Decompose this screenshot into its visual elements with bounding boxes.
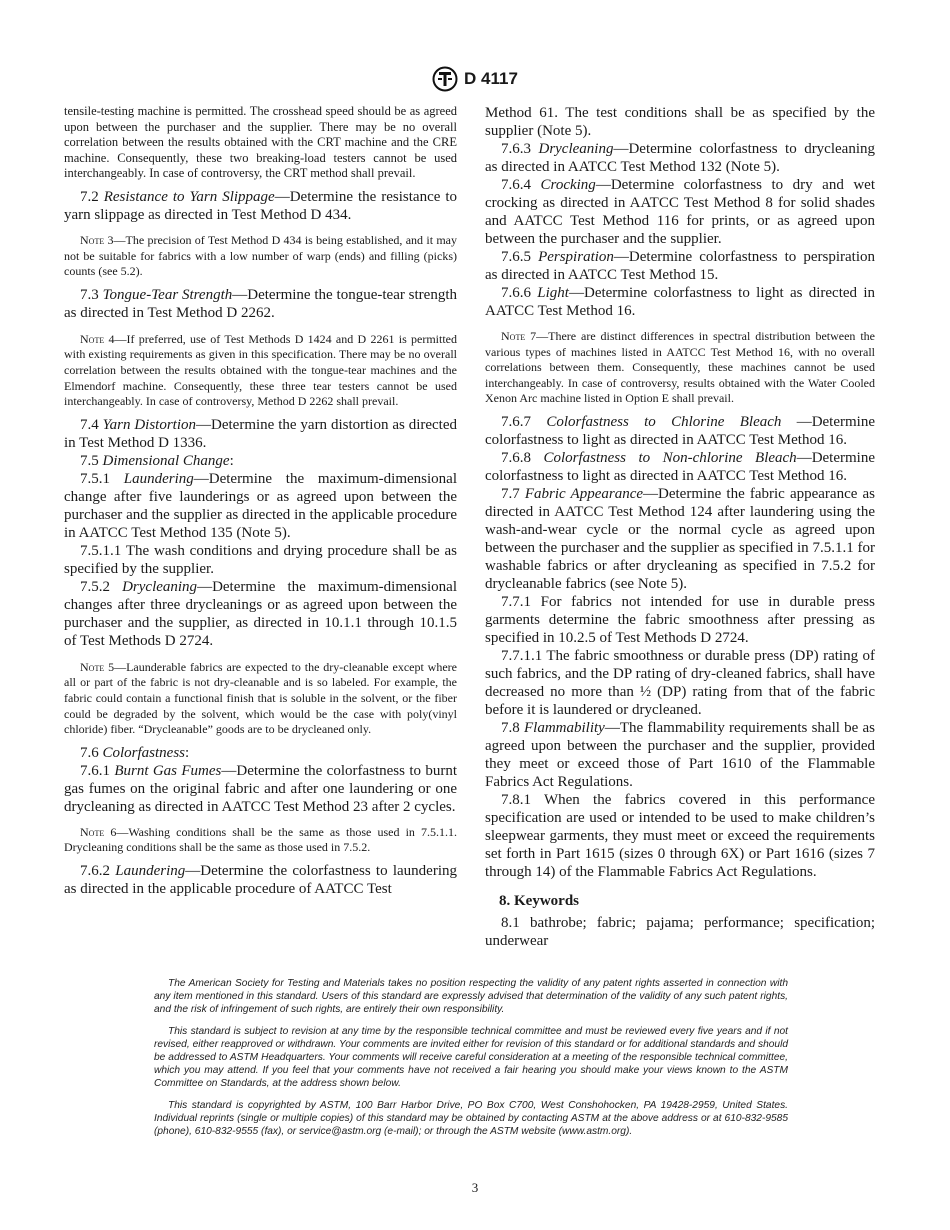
note-7: Note 7—There are distinct differences in spectral distribution between the various types of machines listed in AATCC Test Method 16, with no overall correlations between them. Consequently, these machines cannot be used interchangeably. In case of controversy, results obtained with the Water Cooled Xenon Arc machine listed in Option E shall prevail. xyxy=(485,329,875,406)
section-7-5-1-1: 7.5.1.1 The wash conditions and drying procedure shall be as specified by the supplier. xyxy=(64,542,457,577)
footer-notice xyxy=(154,977,788,1147)
keywords-heading: 8. Keywords xyxy=(499,892,579,909)
note-6: Note 6—Washing conditions shall be the same as those used in 7.5.1.1. Drycleaning conditions shall be the same as those used in 7.5.2. xyxy=(64,824,457,855)
section-7-8: 7.8 Flammability—The flammability requirements shall be as agreed upon between the purchaser and the supplier, provided they meet or exceed those of Part 1610 of the Flammable Fabrics Act Regulations. xyxy=(485,719,876,790)
section-7-6-1: 7.6.1 Burnt Gas Fumes—Determine the colorfastness to burnt gas fumes on the original fabric and after one laundering or one drycleaning as directed in AATCC Test Method 23 after 2 cycles. xyxy=(64,762,457,815)
note-4: Note 4—If preferred, use of Test Methods D 1424 and D 2261 is permitted with existing requirements as given in this specification. There may be no overall correlation between the results obtained with the tongue-tear machines and the Elmendorf machine. Consequently, these three tear testers cannot be used interchangeably. In case of controversy, Method D 2262 shall prevail. xyxy=(64,331,457,409)
section-7-6-6: 7.6.6 Light—Determine colorfastness to light as directed in AATCC Test Method 16. xyxy=(485,285,876,319)
footer-revision-notice: This standard is subject to revision at any time by the responsible technical committee and must be reviewed every five years and if not revised, either reapproved or withdrawn. Your comments are invited either for revision of this standard or for additional standards and should be addressed to ASTM Headquarters. Your comments will receive careful consideration at a meeting of the responsible technical committee, which you may attend. If you feel that your comments have not received a fair hearing you should make your views known to the ASTM Committee on Standards, at the address shown below. xyxy=(154,1026,788,1089)
footer-copyright-notice: This standard is copyrighted by ASTM, 100 Barr Harbor Drive, PO Box C700, West Conshohocken, PA 19428-2959, United States. Individual reprints (single or multiple copies) of this standard may be obtained by contacting ASTM at the above address or at 610-832-9585 (phone), 610-832-9555 (fax), or service@astm.org (e-mail); or through the ASTM website (www.astm.org). xyxy=(154,1100,788,1137)
standard-designation: D 4117 xyxy=(464,69,518,88)
paragraph-continued: tensile-testing machine is permitted. The crosshead speed should be as agreed upon between the purchaser and the supplier. There may be no overall correlation between the results obtained with the CRT machine and the CRE machine. Consequently, these two breaking-load testers cannot be used interchangeably. In case of controversy, the CRT method shall prevail. xyxy=(64,104,457,181)
page-number: 3 xyxy=(471,1180,479,1195)
note-3: Note 3—The precision of Test Method D 434 is being established, and it may not be suitable for fabrics with a low number of warp (ends) and filling (picks) counts (see 5.2). xyxy=(64,232,457,279)
section-7-6-5: 7.6.5 Perspiration—Determine colorfastness to perspiration as directed in AATCC Test Method 15. xyxy=(485,249,875,283)
left-column xyxy=(64,104,457,898)
section-7-3: 7.3 Tongue-Tear Strength—Determine the tongue-tear strength as directed in Test Method D 2262. xyxy=(64,286,457,321)
section-7-2: 7.2 Resistance to Yarn Slippage—Determine the resistance to yarn slippage as directed in Test Method D 434. xyxy=(64,188,458,223)
section-7-6-7: 7.6.7 Colorfastness to Chlorine Bleach —Determine colorfastness to light as directed in AATCC Test Method 16. xyxy=(485,413,875,448)
footer-patent-notice: The American Society for Testing and Materials takes no position respecting the validity of any patent rights asserted in connection with any item mentioned in this standard. Users of this standard are expressly advised that determination of the validity of any such patent rights, and the risk of infringement of such rights, are entirely their own responsibility. xyxy=(154,978,788,1015)
section-7-6-3: 7.6.3 Drycleaning—Determine colorfastness to drycleaning as directed in AATCC Test Method 132 (Note 5). xyxy=(485,141,875,175)
right-column xyxy=(485,104,875,950)
section-7-7-1-1: 7.7.1.1 The fabric smoothness or durable press (DP) rating of such fabrics, and the DP rating of dry-cleaned fabrics, shall have decreased no more than ½ (DP) rating from that of the fabric before it is laundered or drycleaned. xyxy=(485,647,875,718)
astm-logo-icon xyxy=(432,66,458,92)
page-header xyxy=(0,66,950,92)
section-7-8-1: 7.8.1 When the fabrics covered in this performance specification are used or intended to be used to make children’s sleepwear garments, they must meet or exceed the requirements set forth in Part 1615 (sizes 0 through 6X) or Part 1616 (sizes 7 through 14) of the Flammable Fabrics Act Regulations. xyxy=(485,791,875,880)
section-7-7-1: 7.7.1 For fabrics not intended for use in durable press garments determine the fabric smoothness after pressing as specified in 10.2.5 of Test Methods D 2724. xyxy=(485,593,875,646)
section-8-1: 8.1 bathrobe; fabric; pajama; performance; specification; underwear xyxy=(485,914,875,949)
section-7-5: 7.5 Dimensional Change: xyxy=(80,452,234,469)
note-5: Note 5—Launderable fabrics are expected to the dry-cleanable except where all or part of the fabric is not dry-cleanable and is so labeled. For example, the fabric could contain a functional finish that is soluble in the solvent, or the fiber could be degraded by the solvent, which would be the case with poly(vinyl chloride) fiber. “Drycleanable” goods are to be drycleaned only. xyxy=(64,659,457,737)
paragraph-continued: Method 61. The test conditions shall be as specified by the supplier (Note 5). xyxy=(485,105,875,139)
section-7-7: 7.7 Fabric Appearance—Determine the fabric appearance as directed in AATCC Test Method 124 after laundering using the wash-and-wear cycle or the normal cycle as agreed upon between the purchaser and the supplier as specified in 7.5.1.1 for washable fabrics or after drycleaning as specified in 7.5.2 for drycleanable fabrics (see Note 5). xyxy=(485,485,876,592)
section-7-5-1: 7.5.1 Laundering—Determine the maximum-dimensional change after five launderings or as agreed upon between the purchaser and the supplier as directed in the applicable procedure in AATCC Test Method 135 (Note 5). xyxy=(64,470,457,541)
section-7-6: 7.6 Colorfastness: xyxy=(80,744,190,761)
section-7-5-2: 7.5.2 Drycleaning—Determine the maximum-dimensional changes after three drycleanings or as agreed upon between the purchaser and the supplier, as directed in 10.1.1 through 10.1.5 of Test Methods D 2724. xyxy=(64,578,457,649)
section-7-4: 7.4 Yarn Distortion—Determine the yarn distortion as directed in Test Method D 1336. xyxy=(64,416,458,451)
section-7-6-4: 7.6.4 Crocking—Determine colorfastness to dry and wet crocking as directed in AATCC Test Method 8 for solid shades and AATCC Test Method 116 for prints, or as agreed upon between the purchaser and the supplier. xyxy=(485,177,876,247)
section-7-6-8: 7.6.8 Colorfastness to Non-chlorine Bleach—Determine colorfastness to light as directed in AATCC Test Method 16. xyxy=(485,449,875,484)
section-7-6-2: 7.6.2 Laundering—Determine the colorfastness to laundering as directed in the applicable procedure of AATCC Test xyxy=(64,862,457,897)
